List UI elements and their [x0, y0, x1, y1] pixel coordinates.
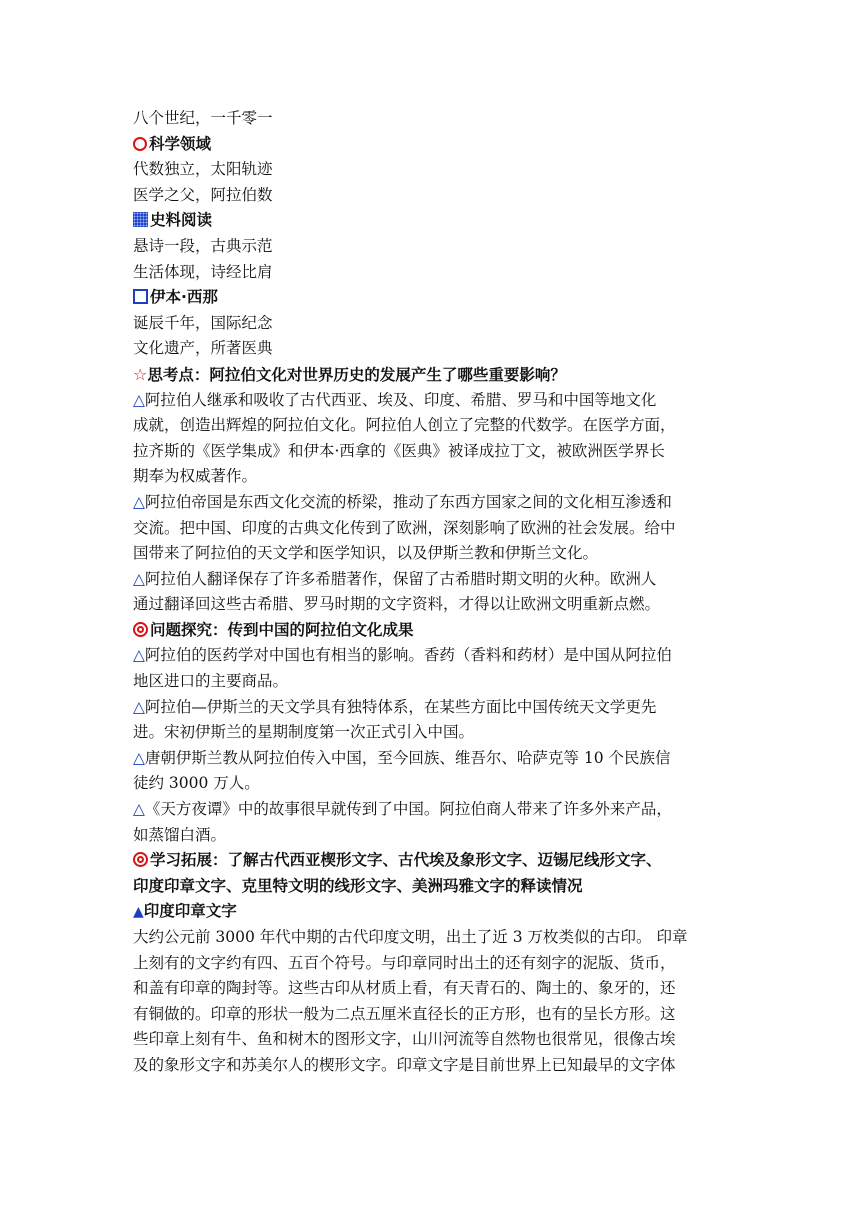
text-line: △阿拉伯人翻译保存了许多希腊著作，保留了古希腊时期文明的火种。欧洲人 — [133, 569, 657, 588]
section-heading-inquiry: 问题探究：传到中国的阿拉伯文化成果 — [133, 618, 733, 644]
section-heading-extension-cont: 印度印章文字、克里特文明的线形文字、美洲玛雅文字的释读情况 — [133, 876, 583, 895]
text-line: 成就，创造出辉煌的阿拉伯文化。阿拉伯人创立了完整的代数学。在医学方面， — [133, 416, 676, 435]
text-line: △阿拉伯人继承和吸收了古代西亚、埃及、印度、希腊、罗马和中国等地文化 — [133, 390, 657, 409]
section-heading-seal: ▲印度印章文字 — [133, 902, 237, 921]
section-heading-reading: 史料阅读 — [133, 208, 733, 234]
text-line: 八个世纪，一千零一 — [133, 109, 273, 127]
text-line: 些印章上刻有牛、鱼和树木的图形文字，山川河流等自然物也很常见，很像古埃 — [133, 1030, 676, 1049]
text-line: 代数独立，太阳轨迹 — [133, 160, 273, 179]
document-body — [133, 106, 733, 1079]
text-line: 医学之父，阿拉伯数 — [133, 185, 273, 204]
text-line: 大约公元前 3000 年代中期的古代印度文明，出土了近 3 万枚类似的古印。 印章 — [133, 928, 688, 946]
text-line: 及的象形文字和苏美尔人的楔形文字。印章文字是目前世界上已知最早的文字体 — [133, 1055, 676, 1074]
text-line: 上刻有的文字约有四、五百个符号。与印章同时出土的还有刻字的泥版、货币， — [133, 953, 676, 972]
triangle-bullet-icon: △ — [133, 492, 145, 511]
triangle-bullet-icon: △ — [133, 390, 145, 409]
triangle-bullet-icon: △ — [133, 569, 145, 588]
text-line: 有铜做的。印章的形状一般为二点五厘米直径长的正方形，也有的呈长方形。这 — [133, 1004, 676, 1023]
text-line: 诞辰千年，国际纪念 — [133, 313, 273, 332]
section-heading-thinking: ☆思考点：阿拉伯文化对世界历史的发展产生了哪些重要影响？ — [133, 364, 566, 384]
red-double-circle-icon — [133, 852, 148, 867]
text-line: △唐朝伊斯兰教从阿拉伯传入中国，至今回族、维吾尔、哈萨克等 10 个民族信 — [133, 748, 671, 767]
text-line: 国带来了阿拉伯的天文学和医学知识，以及伊斯兰教和伊斯兰文化。 — [133, 544, 599, 563]
text-line: 文化遗产，所著医典 — [133, 339, 273, 358]
blue-square-icon — [133, 289, 148, 304]
triangle-bullet-icon: △ — [133, 748, 145, 767]
section-heading-extension: 学习拓展：了解古代西亚楔形文字、古代埃及象形文字、迈锡尼线形文字、 — [133, 848, 733, 874]
text-line: 期奉为权威著作。 — [133, 467, 258, 486]
text-line: △阿拉伯的医药学对中国也有相当的影响。香药（香料和药材）是中国从阿拉伯 — [133, 646, 672, 665]
text-line: 徒约 3000 万人。 — [133, 774, 260, 793]
text-line: 地区进口的主要商品。 — [133, 672, 289, 691]
triangle-bullet-icon: △ — [133, 800, 145, 819]
text-line: △阿拉伯帝国是东西文化交流的桥梁，推动了东西方国家之间的文化相互渗透和 — [133, 492, 672, 511]
text-line: 悬诗一段，古典示范 — [133, 236, 273, 255]
section-heading-ibn-sina: 伊本·西那 — [133, 285, 733, 311]
text-line: 生活体现，诗经比肩 — [133, 262, 273, 281]
text-line: △《天方夜谭》中的故事很早就传到了中国。阿拉伯商人带来了许多外来产品， — [133, 800, 672, 819]
text-line: 通过翻译回这些古希腊、罗马时期的文字资料，才得以让欧洲文明重新点燃。 — [133, 595, 661, 614]
triangle-bullet-icon: △ — [133, 646, 145, 665]
text-line: △阿拉伯—伊斯兰的天文学具有独特体系，在某些方面比中国传统天文学更先 — [133, 697, 657, 716]
text-line: 交流。把中国、印度的古典文化传到了欧洲，深刻影响了欧洲的社会发展。给中 — [133, 518, 676, 537]
section-heading-science: 科学领域 — [133, 132, 733, 158]
triangle-bullet-icon: △ — [133, 697, 145, 716]
text-line: 拉齐斯的《医学集成》和伊本·西拿的《医典》被译成拉丁文，被欧洲医学界长 — [133, 441, 665, 460]
dotted-blue-square-icon — [133, 212, 148, 227]
red-double-circle-icon — [133, 622, 148, 637]
text-line: 进。宋初伊斯兰的星期制度第一次正式引入中国。 — [133, 723, 475, 742]
text-line: 和盖有印章的陶封等。这些古印从材质上看，有天青石的、陶土的、象牙的，还 — [133, 979, 676, 998]
text-line: 如蒸馏白酒。 — [133, 825, 227, 844]
red-circle-icon — [133, 137, 147, 151]
red-star-icon: ☆ — [133, 364, 148, 384]
blue-triangle-icon: ▲ — [133, 904, 144, 921]
